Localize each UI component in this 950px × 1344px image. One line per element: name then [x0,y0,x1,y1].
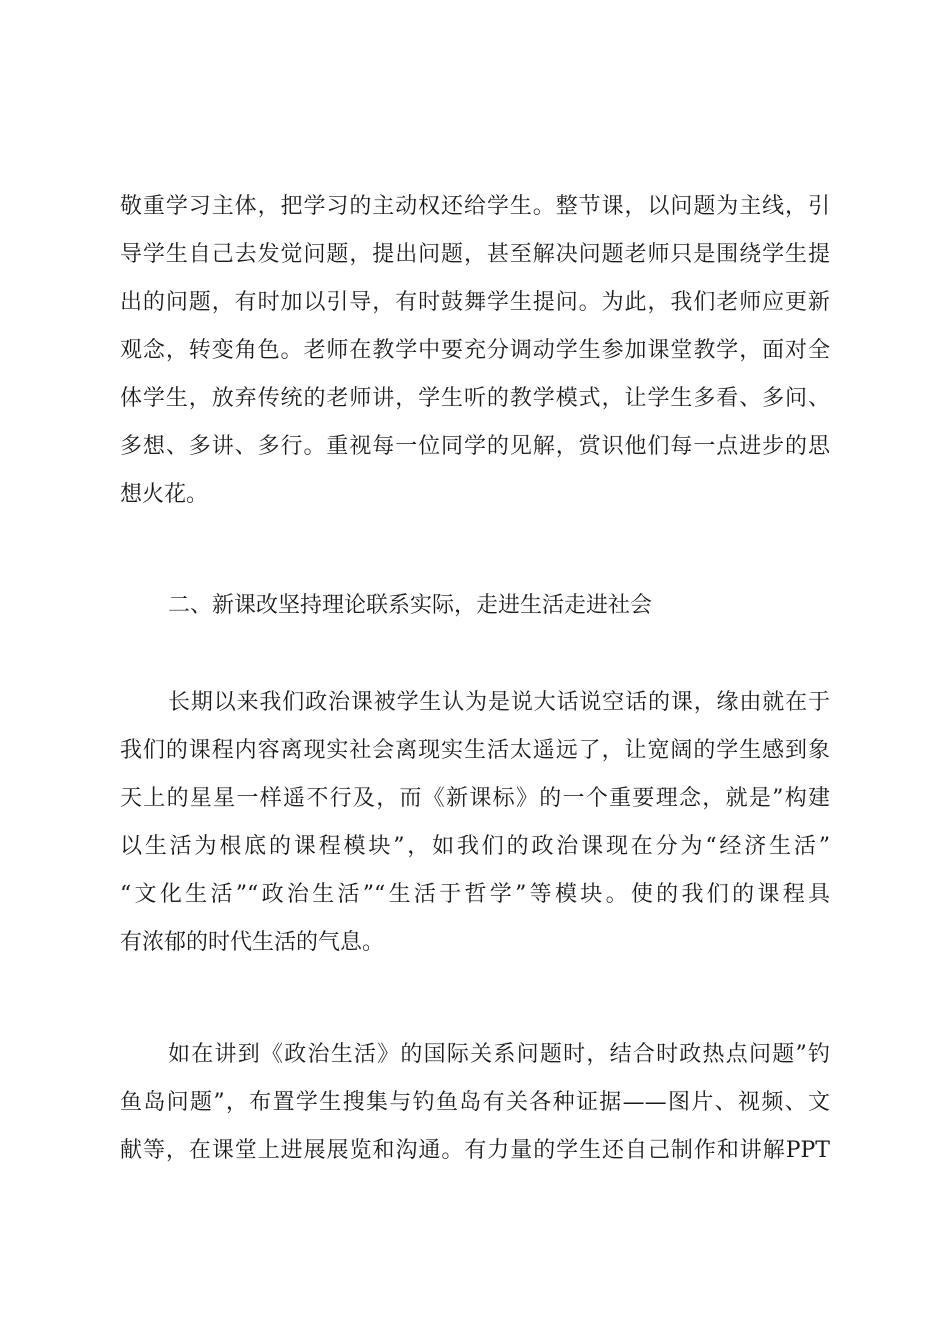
paragraph-1-line-5: 体学生，放弃传统的老师讲，学生听的教学模式，让学生多看、多问、 [120,386,830,411]
paragraph-2-line-3: 天上的星星一样遥不行及，而《新课标》的一个重要理念，就是”构建 [120,786,830,811]
paragraph-1-line-4: 观念，转变角色。老师在教学中要充分调动学生参加课堂教学，面对全 [120,338,830,363]
paragraph-1-line-6: 多想、多讲、多行。重视每一位同学的见解，赏识他们每一点进步的思 [120,434,830,459]
paragraph-2-line-2: 我们的课程内容离现实社会离现实生活太遥远了，让宽阔的学生感到象 [120,738,830,763]
paragraph-2-line-6: 有浓郁的时代生活的气息。 [120,930,385,955]
paragraph-1-line-7: 想火花。 [120,482,209,507]
paragraph-3-line-2: 鱼岛问题”，布置学生搜集与钓鱼岛有关各种证据——图片、视频、文 [120,1090,830,1115]
section-heading: 二、新课改坚持理论联系实际，走进生活走进社会 [168,593,653,618]
paragraph-1-line-2: 导学生自己去发觉问题，提出问题，甚至解决问题老师只是围绕学生提 [120,242,830,267]
paragraph-3-line-1: 如在讲到《政治生活》的国际关系问题时，结合时政热点问题”钓 [168,1042,830,1067]
paragraph-2-line-1: 长期以来我们政治课被学生认为是说大话说空话的课，缘由就在于 [168,690,830,715]
paragraph-3-line-3: 献等，在课堂上进展展览和沟通。有力量的学生还自己制作和讲解PPT [120,1138,830,1163]
paragraph-1-line-1: 敬重学习主体，把学习的主动权还给学生。整节课，以问题为主线，引 [120,194,830,219]
paragraph-1-line-3: 出的问题，有时加以引导，有时鼓舞学生提问。为此，我们老师应更新 [120,290,830,315]
paragraph-2-line-5: “文化生活”“政治生活”“生活于哲学”等模块。使的我们的课程具 [120,882,830,907]
paragraph-2-line-4: 以生活为根底的课程模块”，如我们的政治课现在分为“经济生活” [120,834,830,859]
